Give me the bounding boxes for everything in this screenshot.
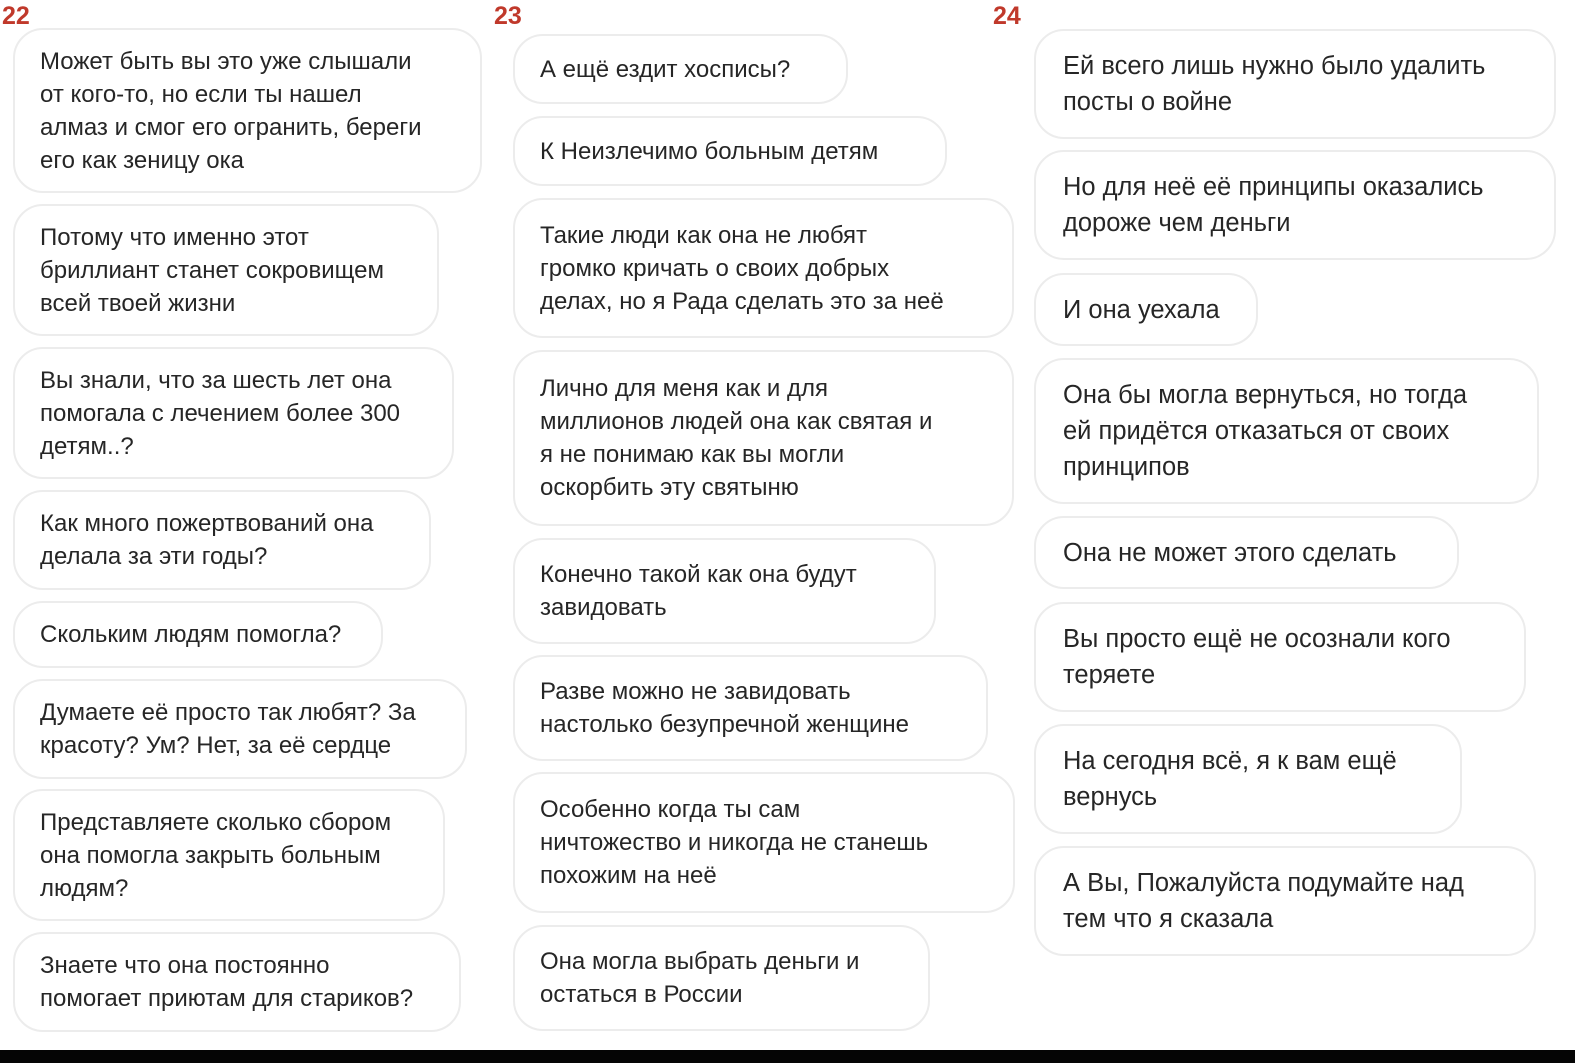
message-bubble: На сегодня всё, я к вам ещё вернусь <box>1034 724 1462 834</box>
message-bubble: К Неизлечимо больным детям <box>513 116 947 186</box>
message-bubble: Но для неё её принципы оказались дороже чем деньги <box>1034 150 1556 260</box>
message-bubble: Вы просто ещё не осознали кого теряете <box>1034 602 1526 712</box>
column-number: 23 <box>494 2 522 30</box>
column-number: 22 <box>2 2 30 30</box>
message-bubble: Ей всего лишь нужно было удалить посты о войне <box>1034 29 1556 139</box>
message-bubble: Скольким людям помогла? <box>13 601 383 668</box>
message-bubble: И она уехала <box>1034 273 1258 346</box>
message-bubble: А Вы, Пожалуйста подумайте над тем что я сказала <box>1034 846 1536 956</box>
message-bubble: А ещё ездит хосписы? <box>513 34 848 104</box>
message-bubble: Разве можно не завидовать настолько безупречной женщине <box>513 655 988 761</box>
message-bubble: Лично для меня как и для миллионов людей она как святая и я не понимаю как вы могли оскорбить эту святыню <box>513 350 1014 526</box>
message-bubble: Она могла выбрать деньги и остаться в России <box>513 925 930 1031</box>
message-bubble: Как много пожертвований она делала за эти годы? <box>13 490 431 590</box>
message-bubble: Знаете что она постоянно помогает приютам для стариков? <box>13 932 461 1032</box>
message-bubble: Она не может этого сделать <box>1034 516 1459 589</box>
column-number: 24 <box>993 2 1021 30</box>
message-bubble: Конечно такой как она будут завидовать <box>513 538 936 644</box>
bottom-bar <box>0 1050 1575 1063</box>
message-bubble: Она бы могла вернуться, но тогда ей придётся отказаться от своих принципов <box>1034 358 1539 504</box>
message-bubble: Вы знали, что за шесть лет она помогала с лечением более 300 детям..? <box>13 347 454 479</box>
message-bubble: Думаете её просто так любят? За красоту? Ум? Нет, за её сердце <box>13 679 467 779</box>
message-bubble: Особенно когда ты сам ничтожество и никогда не станешь похожим на неё <box>513 772 1015 913</box>
message-bubble: Может быть вы это уже слышали от кого-то, но если ты нашел алмаз и смог его огранить, береги его как зеницу ока <box>13 28 482 193</box>
message-bubble: Такие люди как она не любят громко кричать о своих добрых делах, но я Рада сделать это за неё <box>513 198 1014 338</box>
message-bubble: Потому что именно этот бриллиант станет сокровищем всей твоей жизни <box>13 204 439 336</box>
message-bubble: Представляете сколько сбором она помогла закрыть больным людям? <box>13 789 445 921</box>
